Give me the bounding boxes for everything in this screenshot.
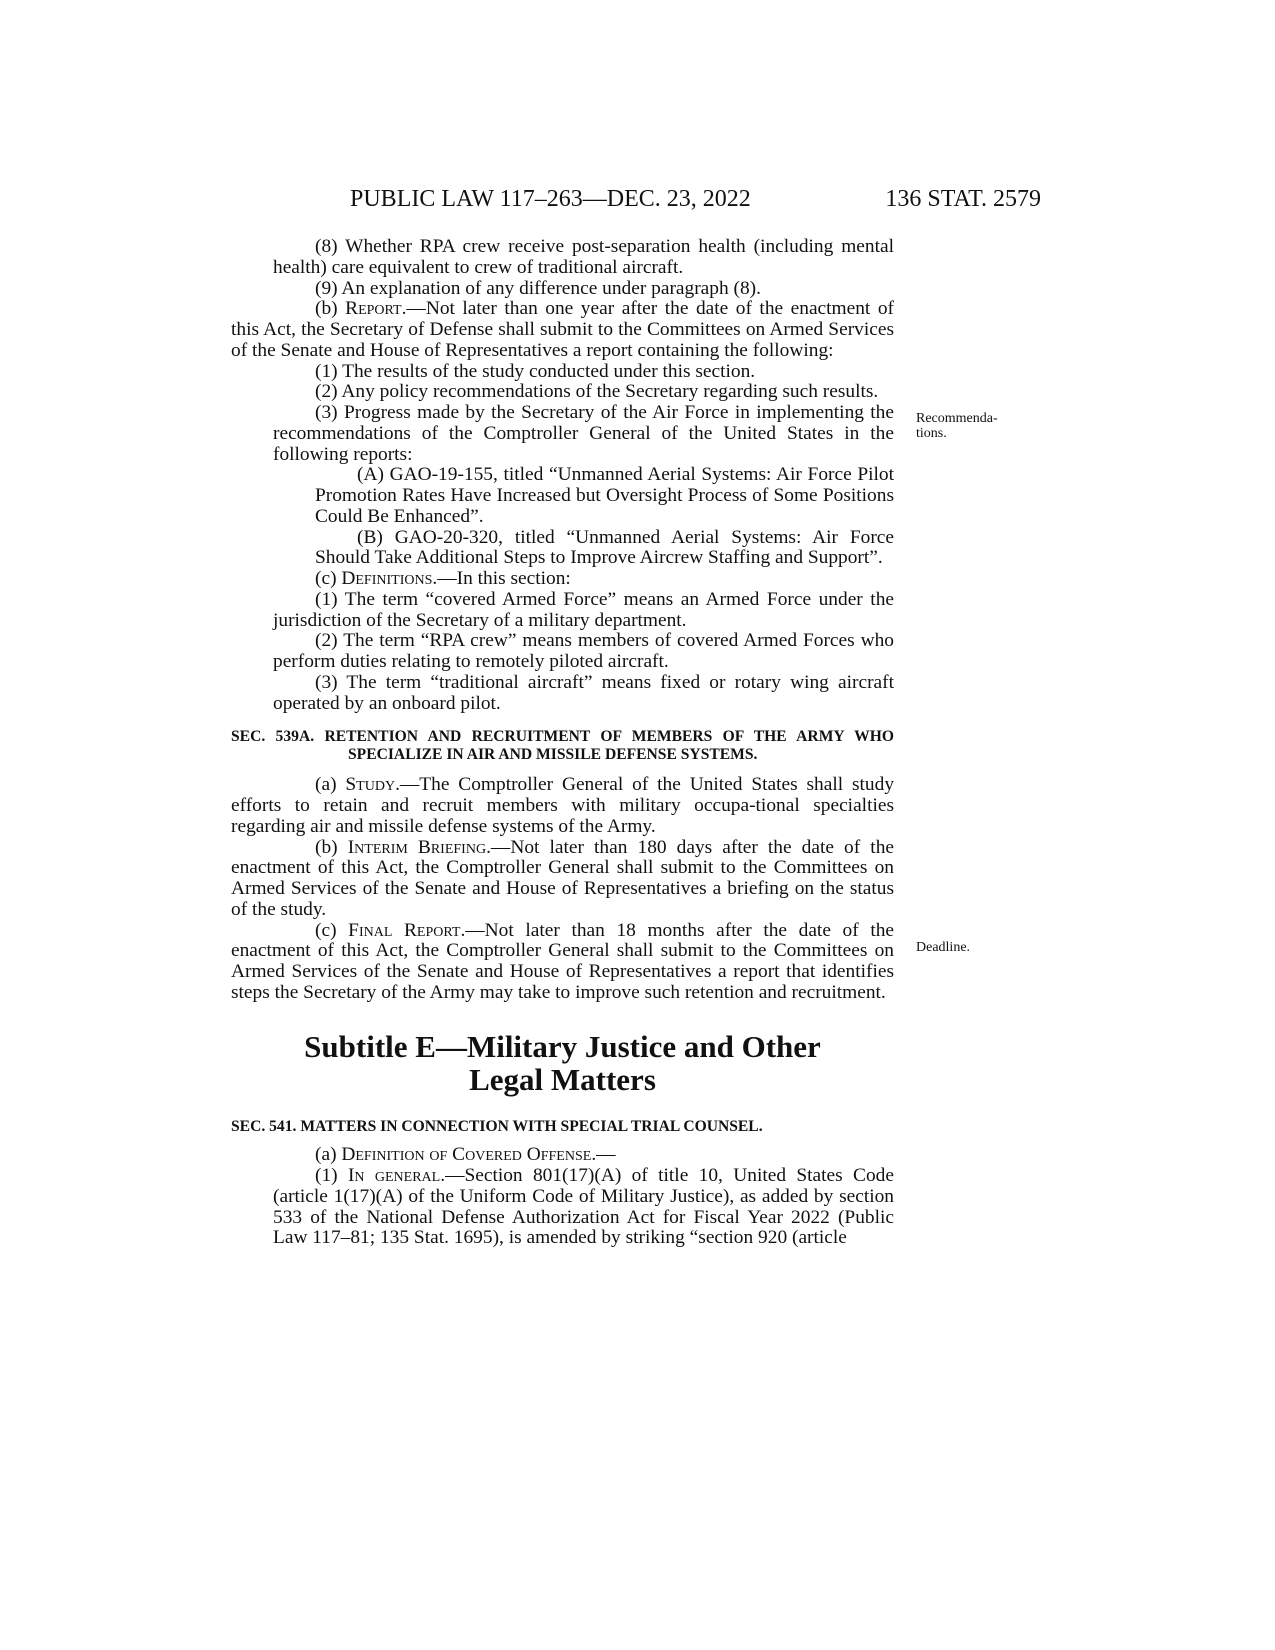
sec541-paragraph-1: [231, 1166, 894, 1249]
section-539a-heading: SEC. 539A. RETENTION AND RECRUITMENT OF MEMBERS OF THE ARMY WHO SPECIALIZE IN AIR AND MISSILE DEFENSE SYSTEMS.: [231, 728, 894, 763]
report-subparagraph-b: (B) GAO-20-320, titled “Unmanned Aerial Systems: Air Force Should Take Additional Steps to Improve Aircrew Staffing and Support”.: [315, 526, 894, 569]
subsection-text: .—Not later than one year after the date of the enactment of this Act, the Secretary of Defense shall submit to the Committees on Armed Services of the Senate and House of Representatives a report containing the following:: [231, 298, 894, 361]
subsection-text: .—: [591, 1144, 616, 1166]
subsection-label: (a): [315, 774, 346, 796]
subsection-text: .—In this section:: [432, 568, 571, 589]
paragraph-8: (8) Whether RPA crew receive post-separation health (including mental health) care equivalent to crew of traditional aircraft.: [273, 236, 894, 278]
report-paragraph-2: (2) Any policy recommendations of the Secretary regarding such results.: [315, 381, 879, 403]
subsection-b-report: [231, 299, 894, 361]
sec541-subsection-a: [231, 1145, 894, 1166]
subsection-heading: Definition of Covered Offense: [341, 1144, 592, 1166]
subsection-heading: Interim Briefing: [347, 836, 487, 858]
running-header: [0, 186, 1275, 220]
margin-note-recommendations: Recommenda- tions.: [916, 411, 998, 441]
subsection-heading: Definitions: [341, 568, 433, 589]
paragraph-text: .—Section 801(17)(A) of title 10, United States Code (article 1(17)(A) of the Uniform Code of Military Justice), as added by section 533 of the National Defense Authorization Act for Fiscal Year 2022 (Public Law 117–81; 135 Stat. 1695), is amended by striking “section 920 (article: [273, 1165, 894, 1249]
subsection-c-definitions: [231, 569, 894, 590]
subsection-label: (c): [315, 568, 342, 589]
subsection-text: .—Not later than 18 months after the date of the enactment of this Act, the Comptroller General shall submit to the Committees on Armed Services of the Senate and House of Representatives a report that identifies steps the Secretary of the Army may take to improve such retention and recruitment.: [231, 919, 895, 1003]
report-paragraph-3: (3) Progress made by the Secretary of the Air Force in implementing the recommendations of the Comptroller General of the United States in the following reports:: [273, 402, 894, 465]
subtitle-line-1: Subtitle E—Military Justice and Other: [304, 1028, 821, 1064]
definition-2: (2) The term “RPA crew” means members of covered Armed Forces who perform duties relating to remotely piloted aircraft.: [273, 630, 894, 672]
subsection-label: (b): [315, 298, 346, 320]
document-body: [231, 237, 894, 1249]
subsection-label: (c): [315, 919, 349, 941]
definition-1: (1) The term “covered Armed Force” means an Armed Force under the jurisdiction of the Secretary of a military department.: [273, 588, 894, 631]
paragraph-heading: In general: [347, 1165, 441, 1187]
definition-3: (3) The term “traditional aircraft” means fixed or rotary wing aircraft operated by an onboard pilot.: [273, 671, 894, 714]
report-paragraph-1: (1) The results of the study conducted under this section.: [315, 360, 756, 382]
header-page-number: 136 STAT. 2579: [885, 186, 1041, 212]
subtitle-heading: [231, 1030, 894, 1096]
paragraph-label: (1): [315, 1165, 348, 1187]
sec539a-subsection-b: [231, 838, 894, 921]
margin-note-deadline: Deadline.: [916, 940, 971, 955]
sec539a-subsection-a: [231, 775, 894, 837]
report-subparagraph-a: (A) GAO-19-155, titled “Unmanned Aerial Systems: Air Force Pilot Promotion Rates Have Increased but Oversight Process of Some Positions Could Be Enhanced”.: [315, 464, 894, 527]
sec539a-subsection-c: [231, 921, 894, 1004]
subsection-heading: Final Report: [348, 919, 461, 941]
paragraph-9: (9) An explanation of any difference under paragraph (8).: [315, 277, 761, 299]
subsection-heading: Study: [345, 774, 396, 796]
subsection-heading: Report: [345, 298, 402, 320]
header-title: PUBLIC LAW 117–263—DEC. 23, 2022: [350, 186, 751, 212]
subsection-text: .—The Comptroller General of the United States shall study efforts to retain and recruit members with military occupa-tional specialties regarding air and missile defense systems of the Army.: [231, 774, 895, 837]
subsection-label: (a): [315, 1144, 342, 1166]
subsection-text: .—Not later than 180 days after the date of the enactment of this Act, the Comptroller General shall submit to the Committees on Armed Services of the Senate and House of Representatives a briefing on the status of the study.: [231, 836, 894, 920]
section-541-heading: SEC. 541. MATTERS IN CONNECTION WITH SPECIAL TRIAL COUNSEL.: [231, 1117, 763, 1135]
subtitle-line-2: Legal Matters: [469, 1061, 656, 1097]
subsection-label: (b): [315, 836, 348, 858]
